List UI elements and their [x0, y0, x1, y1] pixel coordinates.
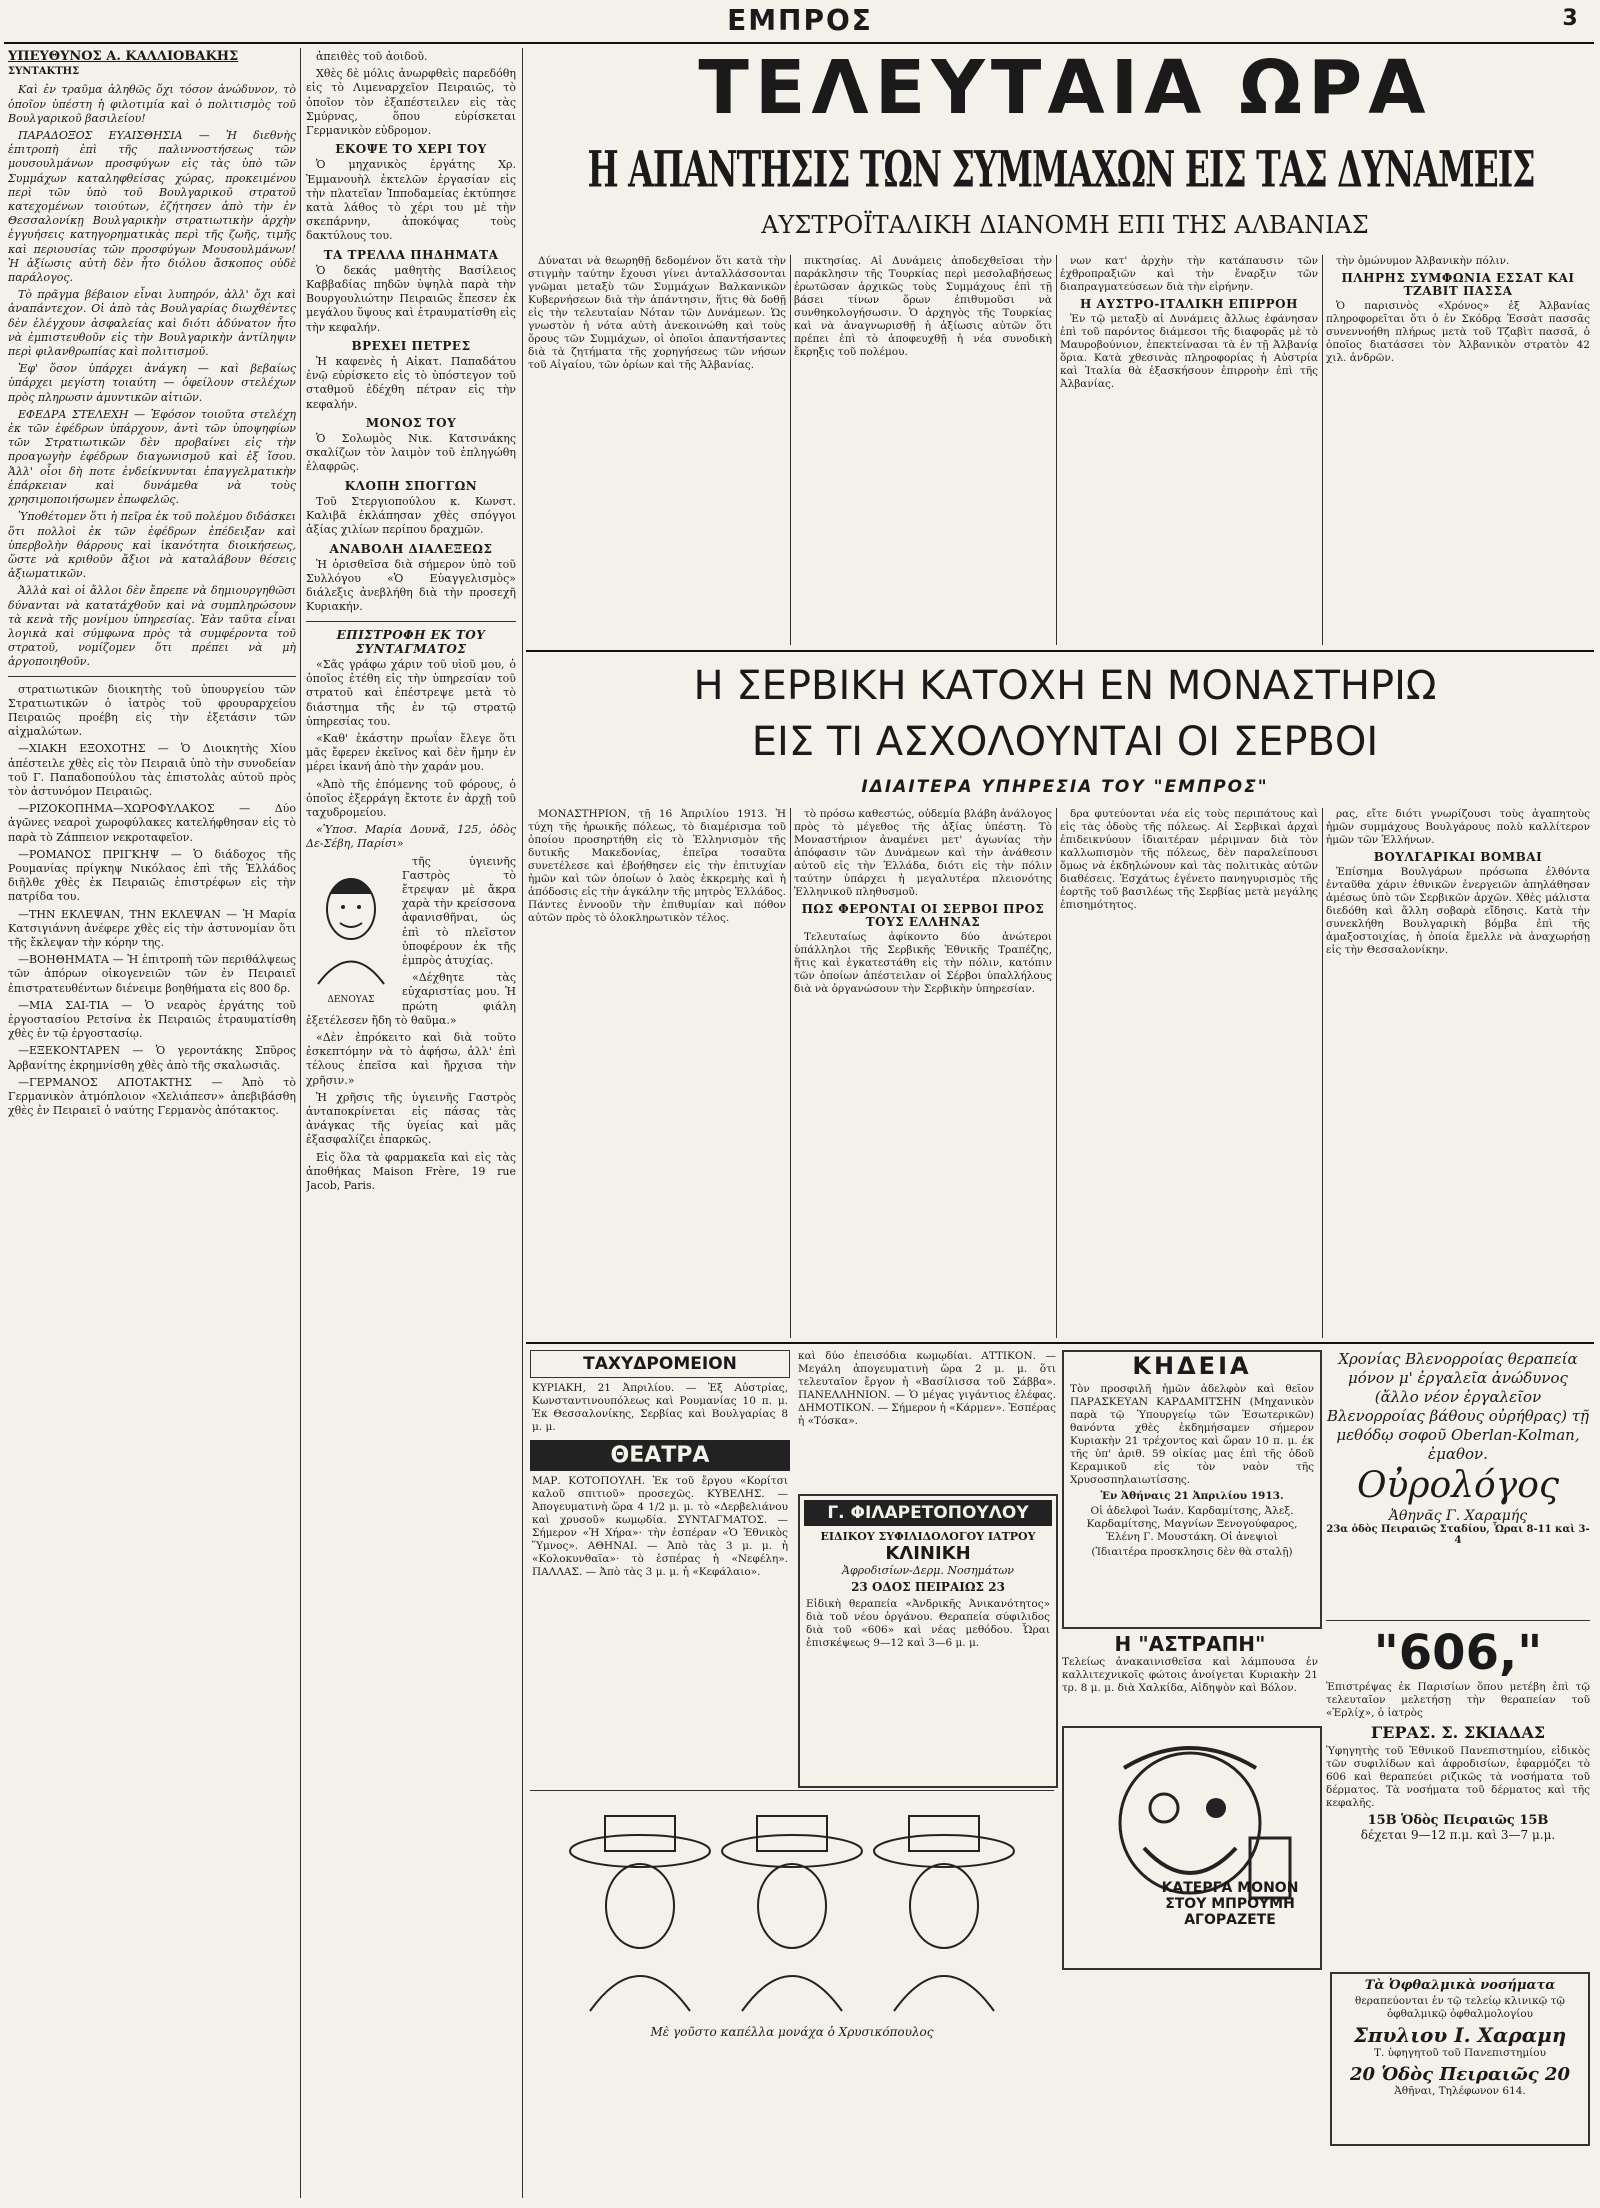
- col2-item-title-2: ΒΡΕΧΕΙ ΠΕΤΡΕΣ: [351, 338, 471, 353]
- urologist-ad: [1326, 1350, 1590, 1621]
- top-col-1: [528, 255, 786, 645]
- col1-para-7: στρατιωτικῶν διοικητὴς τοῦ ὑπουργείου τῶν Στρατιωτικῶν ὁ ἰατρὸς τοῦ φρουραρχείου Πειραιῶς προέβη εἰς τὴν ἐξετάσιν τῶν αἰχμαλώτων.: [8, 682, 296, 739]
- col2-item-title-0: ΕΚΟΨΕ ΤΟ ΧΕΡΙ ΤΟΥ: [335, 142, 487, 157]
- monastir-col-4: [1326, 808, 1590, 1338]
- feature2-para-1: «Δέχθητε τὰς εὐχαριστίας μου. Ἡ πρώτη φιάλη ἐξετέλεσεν ἤδη τὸ θαῦμα.»: [306, 971, 516, 1027]
- feature-para-3: «Ὑποσ. Μαρία Δουνᾶ, 125, ὁδὸς Δε-Σέβη, Παρίσι»: [306, 823, 516, 851]
- mon-rule-1: [790, 808, 791, 1338]
- ophthalmic-sub: Τ. ὑφηγητοῦ τοῦ Πανεπιστημίου: [1374, 2047, 1546, 2059]
- col2-item-title-3: ΜΟΝΟΣ ΤΟΥ: [365, 415, 457, 430]
- col1-para-9: —ΡΙΖΟΚΟΠΗΜΑ—ΧΩΡΟΦΥΛΑΚΟΣ — Δύο ἀγῶνες νεαροὶ χωροφύλακες κατελήφθησαν εἰς τὸ παρὰ τὸ Ζάππειον νεκροταφεῖον.: [8, 802, 296, 844]
- funeral-note: (Ἰδιαιτέρα προσκλησις δὲν θὰ σταλῇ): [1091, 1546, 1293, 1558]
- monastir-col2b-text: Τελευταίως ἀφίκοντο δύο ἀνώτεροι ὑπάλληλοι τῆς Σερβικῆς Ἐθνικῆς Τραπέζης, ἥτις καὶ ἐγκατεστάθη εἰς τὴν πόλιν, κατόπιν τῶν ὁποίων ἀπέστειλαν οἱ Σέρβοι ὑπαλλήλους διὰ νὰ ὀργανώσουν τὴν Σερβικὴν ὑπηρεσίαν.: [794, 931, 1052, 995]
- monastir-col2-text: τὸ πρόσω καθεστώς, οὐδεμία βλάβη ἀνάλογος πρὸς τὸ μέγεθος τῆς ἀξίας ὑπέστη. Τὸ Μοναστήριον ἀναμένει μετ' ἀγωνίας τὴν ἀπόφασιν τῶν Δυνάμεων καὶ τὴν ἀνάθεσιν αὐτοῦ εἰς τὴν Ἑλλάδα, διότι εἰς τὴν πόλιν ταύτην ὑπάρχει ἡ μεγαλυτέρα πλειονότης Ἑλληνικοῦ πληθυσμοῦ.: [794, 808, 1052, 898]
- feature-title: ΕΠΙΣΤΡΟΦΗ ΕΚ ΤΟΥ ΣΥΝΤΑΓΜΑΤΟΣ: [336, 627, 486, 656]
- doctor-sub: ΕΙΔΙΚΟΥ ΣΥΦΙΛΙΔΟΛΟΓΟΥ ΙΑΤΡΟΥ: [820, 1530, 1036, 1543]
- top-rule-1: [790, 255, 791, 645]
- post-title: ΤΑΧΥΔΡΟΜΕΙΟΝ: [530, 1350, 790, 1378]
- feature-para-0: «Σᾶς γράφω χάριν τοῦ υἱοῦ μου, ὁ ὁποῖος ἐτέθη εἰς τὴν ὑπηρεσίαν τοῦ στρατοῦ καὶ ἐπέστρεψε μετὰ τὸ διάστημα τῆς ἐν τῷ στρατῷ ὑπηρεσίας του.: [306, 657, 516, 728]
- col1-para-14: —ΕΞΕΚΟΝΤΑΡΕΝ — Ὁ γεροντάκης Σπῦρος Ἀρβανίτης ἐκρημνίσθη χθὲς ἀπὸ τῆς σκαλωσιᾶς.: [8, 1044, 296, 1072]
- top-rule-2: [1056, 255, 1057, 645]
- doctor-text: Εἰδικὴ θεραπεία «Ἀνδρικῆς Ἀνικανότητος» διὰ τοῦ νέου ὀργάνου. Θεραπεία σύφιλιδος διὰ τοῦ «606» καὶ νέας μεθόδου. Ὧραι ἐπισκέψεως 9—12 καὶ 3—6 μ. μ.: [806, 1598, 1050, 1649]
- theatre-title: ΘΕΑΤΡΑ: [530, 1440, 790, 1471]
- 606-body: Ὑφηγητὴς τοῦ Ἐθνικοῦ Πανεπιστημίου, εἰδικὸς τῶν συφιλίδων καὶ ἀφροδισίων, ἐφαρμόζει τὸ 606 καὶ θεραπεύει ριζικῶς τὰ νοσήματα τοῦ δέρματος. Τὰ νοσήματα τοῦ δέρματος καὶ τῆς κεφαλῆς.: [1326, 1745, 1590, 1809]
- column-1: [8, 50, 296, 2200]
- feature-illustration: [306, 859, 396, 1009]
- col1-para-11: —ΤΗΝ ΕΚΛΕΨΑΝ, ΤΗΝ ΕΚΛΕΨΑΝ — Ἡ Μαρία Κατσιγιάννη ἀνέφερε χθὲς εἰς τὴν ἀστυνομίαν ὅτι τῆς ἔκλεψαν τὴν κόρην της.: [8, 907, 296, 949]
- 606-addr: 15Β Ὁδὸς Πειραιῶς 15Β: [1367, 1813, 1549, 1828]
- doctor-addr: 23 ΟΔΟΣ ΠΕΙΡΑΙΩΣ 23: [851, 1580, 1005, 1594]
- col1-para-2: Τὸ πρᾶγμα βέβαιον εἶναι λυπηρόν, ἀλλ' ὄχι καὶ ἀναπάντεχον. Οἱ ἀπὸ τὰς Βουλγαρίας διωχθέντες δὲν ἐλέγχουν ἀσφαλείας καὶ διότι ἀδύνατον ἦτο νὰ ἐμπιστευθοῦν εἰς τὴν Βουλγαρικὴν ἀντίληψιν περὶ φιλανθρωπίας καὶ πολιτισμοῦ.: [8, 288, 296, 359]
- ophthalmic-name: Σπυλιου Ι. Χαραμη: [1353, 2023, 1567, 2047]
- funeral-signers: Οἱ ἀδελφοὶ Ἰωάν. Καρδαμίτσης, Ἀλεξ. Καρδαμίτσης, Μαγνίων Ξενογούφαρος, Ἑλένη Γ. Μουστάκη. Οἱ ἀνεψιοὶ: [1086, 1505, 1298, 1543]
- col2-divider: [306, 621, 516, 622]
- col1-para-8: —ΧΙΑΚΗ ΕΞΟΧΟΤΗΣ — Ὁ Διοικητὴς Χίου ἀπέστειλε χθὲς εἰς τὸν Πειραιᾶ ὑπὸ τὴν συνοδείαν τοῦ Γ. Παπαδοπούλου τὰς ἐπιστολὰς αὐτοῦ πρὸς τὸν ἀστυνόμον Πειραιῶς.: [8, 742, 296, 798]
- col1-para-0: Καὶ ἐν τραῦμα ἀληθῶς ὅχι τόσον ἀνώδυνον, τὸ ὁποῖον ὑπέστη ἡ φιλοτιμία καὶ ὁ πολιτισμὸς τοῦ Βουλγαρικοῦ βασιλείου!: [8, 83, 296, 125]
- funeral-notice: [1062, 1350, 1322, 1629]
- mon-rule-2: [1056, 808, 1057, 1338]
- col1-para-5: Ὑποθέτομεν ὅτι ἡ πεῖρα ἐκ τοῦ πολέμου διδάσκει ὅτι πολλοὶ ἐκ τῶν ἐφέδρων ἐπέδειξαν καὶ ὑπερβολὴν θάρρους καὶ ἱκανότητα διοικήσεως, ὥστε νὰ κριθοῦν ἄξιοι νὰ καταλάβουν θέσεις ἀξιωματικῶν.: [8, 510, 296, 581]
- monastir-headline-2: ΕΙΣ ΤΙ ΑΣΧΟΛΟΥΝΤΑΙ ΟΙ ΣΕΡΒΟΙ: [751, 719, 1379, 765]
- 606-intro: Ἐπιστρέψας ἐκ Παρισίων ὅπου μετέβη ἐπὶ τῷ τελευταῖον μελετήσῃ τὴν θεραπείαν τοῦ «Ἐρλίχ», ὁ ἰατρὸς: [1326, 1681, 1590, 1719]
- col2-item-title-1: ΤΑ ΤΡΕΛΛΑ ΠΗΔΗΜΑΤΑ: [323, 247, 499, 262]
- top-col3b-text: Ἐν τῷ μεταξὺ αἱ Δυνάμεις ἄλλως ἐφάνησαν ἐπὶ τοῦ παρόντος διάμεσοι τῆς διαφορᾶς μὲ τὸ Μαυροβούνιον, ἐπεκτείνασαι τὰ ἐν τῇ Ἀλβανίᾳ ὅρια. Κατὰ χθεσινὰς πληροφορίας ἡ Αὐστρία καὶ Ἰταλία θὰ ἐξασκήσουν ἐπιρροὴν ἐπὶ τῆς Ἀλβανίας.: [1060, 313, 1318, 390]
- monastir-col-2: [794, 808, 1052, 1338]
- astrapi-title: Η "ΑΣΤΡΑΠΗ": [1114, 1632, 1266, 1656]
- doctor-name: Γ. ΦΙΛΑΡΕΤΟΠΟΥΛΟΥ: [804, 1500, 1052, 1526]
- col2-item-text-2: Ἡ καφενὲς ἡ Αἰκατ. Παπαδάτου ἐνῷ εὑρίσκετο εἰς τὸ ὑπόστεγον τοῦ σταθμοῦ ἐδέχθη πέτραν εἰς τὴν κεφαλήν.: [306, 355, 516, 411]
- astrapi-text: Τελείως ἀνακαινισθεῖσα καὶ λάμπουσα ἐν καλλιτεχνικοῖς φώτοις ἀνοίγεται Κυριακὴν 21 τρ. 8 μ. μ. διὰ Χαλκίδα, Αἰδηψὸν καὶ Βόλον.: [1062, 1656, 1318, 1694]
- top-subsub: ΑΥΣΤΡΟΪΤΑΛΙΚΗ ΔΙΑΝΟΜΗ ΕΠΙ ΤΗΣ ΑΛΒΑΝΙΑΣ: [761, 211, 1369, 239]
- top-col-3: [1060, 255, 1318, 645]
- urologist-text: Χρονίας Βλενορροίας θεραπεία μόνον μ' ἐργαλεῖα ἀνώδυνος (ἄλλο νέον ἐργαλεῖον Βλενορροίας βάθους οὐρήθρας) τῇ μεθόδῳ σοφοῦ Oberlan-Kolman, ἐμαθον.: [1327, 1350, 1589, 1463]
- top-col-4: [1326, 255, 1590, 645]
- urologist-sign: Οὐρολόγος: [1356, 1465, 1560, 1506]
- 606-title: "606,": [1373, 1625, 1543, 1681]
- theatre-text: ΜΑΡ. ΚΟΤΟΠΟΥΛΗ. Ἐκ τοῦ ἔργου «Κορίτσι καλοῦ σπιτιοῦ» προσεχῶς. ΚΥΒΕΛΗΣ. — Ἀπογευματινὴ ὥρα 4 1/2 μ. μ. τὸ «Δερβελιάνου καὶ χρυσοῦ» κωμῳδία. ΣΥΝΤΑΓΜΑΤΟΣ. — Σήμερον «Ἡ Χήρα»· τὴν ἑσπέραν «Ὁ Ἐθνικὸς Ὕμνος». ΑΘΗΝΑΙ. — Ἀπὸ τὰς 3 μ. μ. ἡ «Κολοκυνθαῖα»· τὸ ἑσπέρας ἡ «Νεφέλη». ΠΑΛΛΑΣ. — Ἀπὸ τὰς 3 μ. μ. ἡ «Κεφάλαιο».: [532, 1475, 788, 1578]
- col1-para-3: Ἐφ' ὅσον ὑπάρχει ἀνάγκη — καὶ βεβαίως ὑπάρχει μεγίστη τοιαύτη — ὀφείλουν στελέχων πρὸς πληρωσιν ἀμυντικῶν αἰτιῶν.: [8, 362, 296, 404]
- monastir-col4b-text: Ἐπίσημα Βουλγάρων πρόσωπα ἐλθόντα ἐνταῦθα χάριν ἐθνικῶν ἐνεργειῶν ἀπηλάθησαν ἀμέσως ὑπὸ τῶν Σερβικῶν ἀρχῶν. Χθὲς μάλιστα διεδόθη καὶ ἄλλη σοβαρὰ εἴδησις. Κατὰ τὴν συνεκλήθη Βουλγαρικὴ βόμβα ἐπὶ τῆς ἀμαξοστοιχίας, ἡ ὁποία ἔμελλε νὰ ἀναχωρήσῃ εἰς τὴν Θεσσαλονίκην.: [1326, 866, 1590, 956]
- top-col3-text: νων κατ' ἀρχὴν τὴν κατάπαυσιν τῶν ἐχθροπραξιῶν καὶ τὴν ἔναρξιν τῶν διαπραγματεύσεων διὰ τὴν εἰρήνην.: [1060, 255, 1318, 293]
- col2-para-0: ἀπειθὲς τοῦ ἀοιδοῦ.: [316, 50, 428, 63]
- masthead-rule: [4, 42, 1594, 44]
- astrapi-ad: [1062, 1632, 1318, 1722]
- urologist-addr: 23α ὁδὸς Πειραιῶς Σταδίου, Ὧραι 8-11 καὶ 3-4: [1326, 1524, 1590, 1546]
- hats-caption: Μὲ γοῦστο καπέλλα μονάχα ὁ Χρυσικόπουλος: [650, 2025, 934, 2039]
- illustration-caption: ΔΕΝΟΥΑΣ: [327, 994, 375, 1005]
- feature-para-1: «Καθ' ἑκάστην πρωΐαν ἔλεγε ὅτι μᾶς ἔφερεν ἐκεῖνος καὶ δὲν ἤμην ἐν μέρει ἰκανή ἀπὸ τὴν χαράν μου.: [306, 731, 516, 774]
- ophthalmic-ad: [1330, 1972, 1590, 2146]
- 606-ad: [1326, 1625, 1590, 1965]
- top-headline: ΤΕΛΕΥΤΑΙΑ ΩΡΑ: [698, 45, 1432, 131]
- feature2-para-4: Εἰς ὅλα τὰ φαρμακεῖα καὶ εἰς τὰς ἀποθήκας Maison Frère, 19 rue Jacob, Paris.: [306, 1150, 516, 1193]
- top-col2-text: πικτησίας. Αἱ Δυνάμεις ἀποδεχθεῖσαι τὴν παράκλησιν τῆς Τουρκίας περὶ μεσολαβήσεως ἐρωτῶσαν ἀρχικῶς τοὺς Συμμάχους ἐπὶ τῇ βάσει τίνων ὅρων ἐπιθυμοῦσι νὰ συνθηκολογήσωσιν. Ὁ ἀρχηγὸς τῆς Τουρκίας καὶ νὰ ἀναγνωρισθῇ ἡ ἀξίωσις αὐτῶν ὅτι πρέπει ἐπὶ τὸ ἀποφευχθῇ ἡ νέα συνοδικὴ ἔκρηξις τοῦ πολέμου.: [794, 255, 1052, 358]
- feature2-para-2: «Δὲν ἐπρόκειτο καὶ διὰ τοῦτο ἐσκεπτόμην νὰ τὸ ἀφήσω, ἀλλ' ἐπὶ τέλους ἐπεῖσα καὶ ἤρχισα τὴν χρῆσιν.»: [306, 1031, 516, 1087]
- column-rule-2: [522, 48, 523, 2198]
- col2-item-text-0: Ὁ μηχανικὸς ἐργάτης Χρ. Ἐμμανουὴλ ἐκτελῶν ἐργασίαν εἰς τὴν πλατεῖαν Ἱπποδαμείας ἐκτύπησε κατὰ λάθος τὸ χέρι του μὲ τὴν σκεπάρνην, ἀποκόψας τοὺς δακτύλους του.: [306, 158, 516, 243]
- col1-para-6: Ἀλλὰ καὶ οἱ ἄλλοι δὲν ἔπρεπε νὰ δημιουργηθῶσι δύνανται νὰ κατατάχθοῦν καὶ νὰ συμπληρώσουν τὰ κενὰ τῆς μονίμου ὑπηρεσίας. Ἐὰν ταῦτα εἶναι λογικὰ καὶ σύμφωνα πρὸς τὰ συμφέροντα τοῦ στρατοῦ, νομίζομεν ὅτι πρέπει νὰ μὴ ἀργοποιηθοῦν.: [8, 584, 296, 669]
- post-text: ΚΥΡΙΑΚΗ, 21 Ἀπριλίου. — Ἐξ Αὐστρίας, Κωνσταντινουπόλεως καὶ Ρουμανίας 10 π. μ. Ἐκ Θεσσαλονίκης, Σερβίας καὶ Βουλγαρίας 8 μ. μ.: [532, 1382, 788, 1433]
- col2-item-text-3: Ὁ Σολωμὸς Νικ. Κατσινάκης σκαλίζων τὸν λαιμὸν τοῦ ἐπληγώθη ἐλαφρῶς.: [306, 432, 516, 474]
- col2-item-text-1: Ὁ δεκάς μαθητὴς Βασίλειος Καββαδίας πηδῶν ὑψηλὰ παρὰ τὴν Βουργουλιώτην Πειραιῶς ἔπεσεν ἐκ μεγάλου ὕψους καὶ ἐτραυματίσθη εἰς τὴν κεφαλήν.: [306, 263, 516, 334]
- monastir-col4-text: ρας, εἴτε διότι γνωρίζουσι τοὺς ἀγαπητοὺς ἡμῶν συμμάχους Βουλγάρους πολὺ καλλίτερον ἡμῶν τῶν Ἑλλήνων.: [1326, 808, 1590, 846]
- funeral-title: ΚΗΔΕΙΑ: [1132, 1352, 1252, 1380]
- feature2-para-3: Ἡ χρῆσις τῆς ὑγιεινῆς Γαστρὸς ἀνταποκρίνεται εἰς πάσας τὰς ἀνάγκας τῆς ὑγείας καὶ μᾶς ἐξασφαλίζει ἐπαρκῶς.: [306, 1090, 516, 1147]
- ophthalmic-text: θεραπεύονται ἐν τῷ τελείῳ κλινικῷ τῷ ὀφθαλμικῷ ὀφθαλμολογίου: [1355, 1995, 1565, 2020]
- post-box: [530, 1350, 790, 1770]
- top-subhead: Η ΑΠΑΝΤΗΣΙΣ ΤΩΝ ΣΥΜΜΑΧΩΝ ΕΙΣ ΤΑΣ ΔΥΝΑΜΕΙΣ: [587, 140, 1535, 199]
- monastir-col3-text: δρα φυτεύονται νέα εἰς τοὺς περιπάτους καὶ εἰς τὰς ὁδοὺς τῆς πόλεως. Αἱ Σερβικαὶ ἀρχαὶ ἐπιδεικνύουν ἰδιαιτέραν μέριμναν διὰ τὸν καλλωπισμὸν τῆς πόλεως, δὲν παραλείπουσι ὅμως νὰ ἐκδηλώνουν καὶ τὰς πολιτικὰς αὐτῶν διαθέσεις. Ἐσχάτως ἐγένετο πανηγυρισμὸς τῆς ἑορτῆς τοῦ βασιλέως τῆς Σερβίας μετὰ μεγάλης ἐπισημότητος.: [1060, 808, 1318, 911]
- urologist-name: Ἀθηνᾶς Γ. Χαραμής: [1388, 1508, 1528, 1524]
- monastir-subhead: ΙΔΙΑΙΤΕΡΑ ΥΠΗΡΕΣΙΑ ΤΟΥ "ΕΜΠΡΟΣ": [861, 777, 1269, 797]
- byline: ΥΠΕΥΘΥΝΟΣ Α. ΚΑΛΛΙΟΒΑΚΗΣ: [8, 50, 239, 64]
- column-rule-1: [300, 48, 301, 2198]
- 606-doctor-name: ΓΕΡΑΣ. Σ. ΣΚΙΑΔΑΣ: [1370, 1723, 1546, 1742]
- col2-item-title-4: ΚΛΟΠΗ ΣΠΟΓΓΩΝ: [344, 478, 478, 493]
- col1-para-4: ΕΦΕΔΡΑ ΣΤΕΛΕΧΗ — Ἐφόσον τοιοῦτα στελέχη ἐκ τῶν ἐφέδρων ὑπάρχουν, ἀντὶ τῶν ὑποψηφίων τῶν Στρατιωτικῶν δὲν προβαίνει εἰς τὴν προαγωγὴν ἐφέδρων διαγωνισμοῦ καὶ ἐξ ἴσου. Ἀλλ' οἷοι δὴ ποτε ἐνδείκνυνται ἐπαγγελματικὴν ἐπάρκειαν καὶ δυνάμεθα νὰ τοὺς χρησιμοποιήσωμεν ἐπωφελῶς.: [8, 407, 296, 507]
- col2-item-text-5: Ἡ ὁρισθεῖσα διὰ σήμερον ὑπὸ τοῦ Συλλόγου «Ὁ Εὐαγγελισμὸς» διάλεξις ἀνεβλήθη διὰ τὴν προσεχῆ Κυριακήν.: [306, 557, 516, 614]
- top-col4b-text: Ὁ παρισινὸς «Χρόνος» ἐξ Ἀλβανίας πληροφορεῖται ὅτι ὁ ἐν Σκόδρᾳ Ἐσσὰτ πασσᾶς συνεννοήθη πλήρως μετὰ τοῦ Τζαβὶτ πασσᾶ, ὁ ὁποῖος διατάσσει τὸν Ἀλβανικὸν στρατὸν 42 χιλ. ἀνδρῶν.: [1326, 300, 1590, 364]
- page-number: 3: [1562, 6, 1578, 31]
- col1-para-10: —ΡΟΜΑΝΟΣ ΠΡΙΓΚΗΨ — Ὁ διάδοχος τῆς Ρουμανίας πρίγκηψ Νικόλαος ἐπὶ τῆς Ἑλλάδος διῆλθε χθὲς ἐκ Πειραιῶς ἐπιστρέφων εἰς τὴν πατρίδα του.: [8, 847, 296, 904]
- col2-para-1: Χθὲς δὲ μόλις ἀνωρφθεὶς παρεδόθη εἰς τὸ Λιμεναρχεῖον Πειραιῶς, τὸ ὁποῖον τὸν ἐξαπέστειλεν εἰς τὰς Σμύρνας, ὅπου εὑρίσκεται Γερμανικὸν εὐδρομον.: [306, 67, 516, 138]
- feature2-para-0: τῆς ὑγιεινῆς Γαστρὸς τὸ ἔτρεψαν μὲ ἄκρα χαρὰ τὴν κρείσσονα ἀφανισθῆναι, ὡς ἐπὶ τὸ πλεῖστον ὑποφέρουν ἐκ τῆς ἐμπρὸς ἀτυχίας.: [402, 854, 516, 967]
- top-bottom-rule: [526, 650, 1594, 652]
- masthead-title: ΕΜΠΡΟΣ: [727, 4, 873, 37]
- doctor-spec: Ἀφροδισίων-Δερμ. Νοσημάτων: [842, 1564, 1014, 1577]
- monastir-col-3: [1060, 808, 1318, 1338]
- monastir-headline-1: Η ΣΕΡΒΙΚΗ ΚΑΤΟΧΗ ΕΝ ΜΟΝΑΣΤΗΡΙΩ: [693, 663, 1437, 709]
- monastir-col-1: [528, 808, 786, 1338]
- col2-item-text-4: Τοῦ Στεργιοπούλου κ. Κωνστ. Καλιβᾶ ἐκλάπησαν χθὲς σπόγγοι ἀξίας χιλίων περίπου δραχμῶν.: [306, 494, 516, 537]
- monastir-col2-title: ΠΩΣ ΦΕΡΟΝΤΑΙ ΟΙ ΣΕΡΒΟΙ ΠΡΟΣ ΤΟΥΣ ΕΛΛΗΝΑΣ: [801, 902, 1045, 929]
- top-col4-text: τὴν ὁμώνυμον Ἀλβανικὴν πόλιν.: [1336, 255, 1510, 267]
- col1-para-12: —ΒΟΗΘΗΜΑΤΑ — Ἡ ἐπιτροπὴ τῶν περιθάλψεως τῶν ἀπόρων οἰκογενειῶν τῶν ἐν Πειραιεῖ ἐπιστρατευθέντων διένειμε βοηθήματα εἰς 800 δρ.: [8, 953, 296, 995]
- col1-para-15: —ΓΕΡΜΑΝΟΣ ΑΠΟΤΑΚΤΗΣ — Ἀπὸ τὸ Γερμανικὸν ἀτμόπλοιον «Χελιάπεσν» ἀπεβιβάσθη χθὲς ἐν Πειραιεῖ ὁ ναύτης Γερμανὸς ἀπότακτος.: [8, 1075, 296, 1118]
- top-col-2: [794, 255, 1052, 645]
- funeral-text: Τὸν προσφιλῆ ἡμῶν ἀδελφὸν καὶ θεῖον ΠΑΡΑΣΚΕΥΑΝ ΚΑΡΔΑΜΙΤΣΗΝ (Μηχανικὸν παρὰ τῷ Ὑπουργείῳ τῶν Ἐσωτερικῶν) θανόντα χθὲς ἐκδημήσαμεν σήμερον Κυριακὴν 21 τρέχοντος καὶ ὥραν 10 π. μ. ἐκ τῆς ὑπ' ἀριθ. 59 οἰκίας μας ἐπὶ τῆς ὁδοῦ Κεραμικοῦ εἰς τὸν ναὸν τῆς Χρυσοσπηλαιωτίσσης.: [1070, 1383, 1314, 1486]
- funeral-date: Ἐν Ἀθήναις 21 Ἀπριλίου 1913.: [1100, 1490, 1284, 1502]
- ophthalmic-title: Τὰ Ὀφθαλμικὰ νοσήματα: [1364, 1978, 1556, 1993]
- hat-wearers-illustration-icon: [530, 1791, 1054, 2021]
- column-2: [306, 50, 516, 2200]
- monastir-col1-text: ΜΟΝΑΣΤΗΡΙΟΝ, τῇ 16 Ἀπριλίου 1913. Ἡ τύχη τῆς ἡρωικῆς πόλεως, τὸ διαμέρισμα τοῦ ὁποίου προσηρτήθη εἰς τὸ Ἑλληνισμὸν τῆς δυτικῆς Μακεδονίας, ἐπεῖρα τοσαῦτα συνετέλεσε καὶ ἐβοήθησεν εἰς τὴν ἐπιτυχίαν ἡμῶν καὶ τῶν ὁποίων ὁ λαὸς ἐκκρεμὴς καὶ ἡ ἀπόδοσις εἰς τὴν ἀγκάλην τῆς μητρὸς Ἑλλάδος. Πάντες ἐννοοῦν τὴν ἐπιθυμίαν καὶ πόθον αὐτῶν πρὸς τὸ ὁλοκληρωτικὸν τέλος.: [528, 808, 786, 924]
- col2-item-title-5: ΑΝΑΒΟΛΗ ΔΙΑΛΕΞΕΩΣ: [329, 541, 493, 556]
- byline-role: ΣΥΝΤΑΚΤΗΣ: [8, 66, 80, 78]
- hats-ad: [530, 1790, 1054, 2051]
- theatre-col-2: καὶ δύο ἐπεισόδια κωμῳδίαι. ΑΤΤΙΚΟΝ. — Μεγάλη ἀπογευματινὴ ὥρα 2 μ. μ. ὅτι τελευταῖον ἔργον ἡ «Βασίλισσα τοῦ Σάββα». ΠΑΝΕΛΛΗΝΙΟΝ. — Ὁ μέγας γιγάντιος ἐλέφας. ΔΗΜΟΤΙΚΟΝ. — Σήμερον ἡ «Κάρμεν». Ἑσπέρας ἡ «Τόσκα».: [798, 1350, 1056, 1427]
- top-col4-title: ΠΛΗΡΗΣ ΣΥΜΦΩΝΙΑ ΕΣΣΑΤ ΚΑΙ ΤΖΑΒΙΤ ΠΑΣΣΑ: [1341, 271, 1575, 298]
- mon-bottom-rule: [526, 1342, 1594, 1344]
- top-col3-title: Η ΑΥΣΤΡΟ-ΙΤΑΛΙΚΗ ΕΠΙΡΡΟΗ: [1080, 297, 1298, 311]
- col1-para-13: —ΜΙΑ ΣΑΙ-ΤΙΑ — Ὁ νεαρὸς ἐργάτης τοῦ ἐργοστασίου Ρετσίνα ἐκ Πειραιῶς ἐτραυματίσθη χθὲς ἐν τῷ ἐργοστασίῳ.: [8, 998, 296, 1041]
- feature-para-2: «Ἀπὸ τῆς ἐπόμενης τοῦ φόρους, ὁ ὁποῖος ἐξερράγη ἔκτοτε ἐν ἀρχῇ τοῦ ταχυδρομείου.: [306, 777, 516, 819]
- ophthalmic-addr: 20 Ὁδὸς Πειραιῶς 20: [1350, 2064, 1570, 2085]
- top-rule-3: [1322, 255, 1323, 645]
- mon-rule-3: [1322, 808, 1323, 1338]
- doctor-ad: [798, 1494, 1058, 1788]
- col1-divider: [8, 676, 296, 677]
- col1-para-1: ΠΑΡΑΔΟΞΟΣ ΕΥΑΙΣΘΗΣΙΑ — Ἡ διεθνὴς ἐπιτροπὴ ἐπὶ τῆς παλιννοστήσεως τῶν μουσουλμάνων προσφύγων εἰς τὰς ὑπὸ τῶν Συμμάχων καταληφθείσας χώρας, προκειμένου περὶ τῶν ὑπὸ τοῦ Βουλγαρικοῦ στρατοῦ κατεχομένων τοιούτων, ἐζήτησεν ἀπὸ τὴν ἐν Θεσσαλονίκῃ Βουλγαρικὴν στρατιωτικὴν ἀρχὴν ἐγγυήσεις κατηγορηματικὰς περὶ τῆς ζωῆς, τιμῆς καὶ περιουσίας τῶν προσφύγων Μουσουλμάνων! Ἡ ἀξίωσις αὐτὴ δὲν ἦτο διόλου ἄσκοπος οὐδὲ παράλογος.: [8, 129, 296, 285]
- portrait-illustration-icon: [308, 859, 394, 989]
- beer-slogan: ΚΑΤΕΡΓΑ ΜΟΝΟΝ ΣΤΟΥ ΜΠΡΟΥΜΗ ΑΓΟΡΑΖΕΤΕ: [1161, 1880, 1299, 1928]
- beer-ad: [1062, 1726, 1322, 1970]
- doctor-clinic: ΚΛΙΝΙΚΗ: [885, 1543, 971, 1564]
- monastir-col4-title: ΒΟΥΛΓΑΡΙΚΑΙ ΒΟΜΒΑΙ: [1373, 850, 1543, 864]
- top-col1-text: Δύναται νὰ θεωρηθῇ δεδομένον ὅτι κατὰ τὴν στιγμὴν ταύτην ἔχουσι γίνει ἀνταλλάσσονται γνῶμαι μεταξὺ τῶν Συμμάχων Βαλκανικῶν Κυβερνήσεων διὰ τὴν ἀπάντησιν, ἥτις θὰ δοθῇ εἰς τὴν τελευταίαν Νόταν τῶν Δυνάμεων. Ὡς γνωστὸν ἡ νότα αὐτὴ ἀνεκοινώθη καὶ τοὺς ὅρους τῶν Συμμάχων, οἱ ὁποῖοι ἀπαντήσαντες διὰ τὰ ζητήματα τῆς χορηγήσεως τῶν νήσων τοῦ Αἰγαίου, τῶν ὁρίων καὶ τῆς Ἀλβανίας.: [528, 255, 786, 371]
- 606-hours: δέχεται 9—12 π.μ. καὶ 3—7 μ.μ.: [1360, 1828, 1556, 1842]
- ophthalmic-phone: Ἀθῆναι, Τηλέφωνον 614.: [1394, 2085, 1526, 2097]
- beer-drinker-illustration-icon: [1064, 1728, 1316, 1964]
